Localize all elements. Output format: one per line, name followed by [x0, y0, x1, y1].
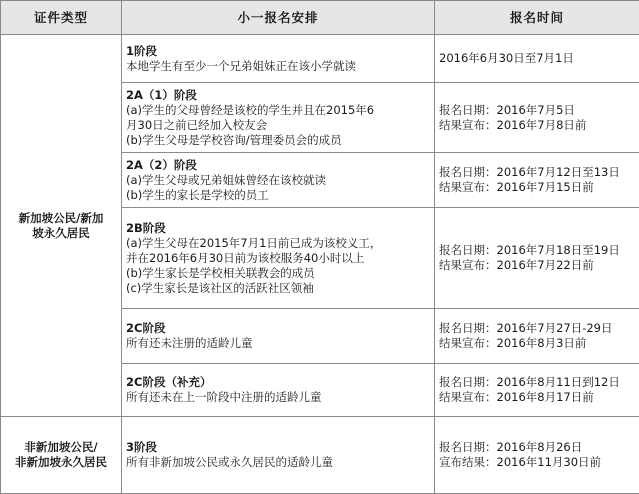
- phase-title: 2A（2）阶段: [126, 157, 197, 172]
- date-line: 报名日期：2016年7月27日-29日: [439, 321, 613, 335]
- category-line: 非新加坡永久居民: [15, 455, 107, 469]
- table-row: [1, 417, 639, 494]
- date-line: 报名日期：2016年8月26日: [439, 440, 583, 454]
- header-row: [1, 1, 639, 35]
- phase-cell: [122, 35, 435, 83]
- phase-line: 所有非新加坡公民或永久居民的适龄儿童: [126, 455, 333, 469]
- phase-title: 2C阶段（补充）: [126, 375, 212, 389]
- date-line: 结果宣布：2016年7月15日前: [439, 180, 594, 194]
- date-line: 结果宣布：2016年7月22日前: [439, 258, 594, 272]
- phase-line: 月30日之前已经加入校友会: [126, 117, 268, 132]
- phase-line: (c)学生家长是该社区的活跃社区领袖: [126, 280, 314, 295]
- table-row: [1, 35, 639, 83]
- phase-title: 2B阶段: [126, 220, 166, 235]
- phase-cell: [122, 153, 435, 208]
- date-line: 报名日期：2016年7月12日至13日: [439, 165, 620, 179]
- phase-line: 本地学生有至少一个兄弟姐妹正在该小学就读: [126, 58, 356, 73]
- date-line: 2016年6月30日至7月1日: [439, 51, 574, 65]
- phase-cell: [122, 417, 435, 494]
- phase-title: 1阶段: [126, 43, 158, 58]
- phase-line: (a)学生父母或兄弟姐妹曾经在该校就读: [126, 172, 327, 187]
- date-cell: [435, 208, 639, 309]
- phase-line: 并在2016年6月30日前为该校服务40小时以上: [126, 250, 365, 265]
- date-line: 结果宣布：2016年7月8日前: [439, 117, 587, 132]
- phase-title: 3阶段: [126, 440, 158, 454]
- phase-line: (a)学生父母在2015年7月1日前已成为该校义工，: [126, 235, 382, 250]
- header-arrangement: 小一报名安排: [122, 1, 435, 35]
- phase-line: 所有还未在上一阶段中注册的适龄儿童: [126, 390, 322, 404]
- category-line: 非新加坡公民/: [24, 440, 98, 454]
- phase-line: (b)学生父母是学校咨询/管理委员会的成员: [126, 132, 342, 147]
- phase-line: (b)学生的家长是学校的员工: [126, 187, 269, 202]
- date-line: 结果宣布：2016年8月17日前: [439, 390, 594, 404]
- phase-cell: [122, 309, 435, 364]
- phase-cell: [122, 208, 435, 309]
- header-document-type: 证件类型: [1, 1, 122, 35]
- phase-cell: [122, 83, 435, 153]
- phase-title: 2C阶段: [126, 321, 166, 335]
- category-line: 坡永久居民: [32, 225, 90, 240]
- category-line: 新加坡公民/新加: [18, 210, 104, 225]
- date-line: 报名日期：2016年7月5日: [439, 102, 575, 117]
- date-cell: [435, 309, 639, 364]
- date-line: 宣布结果：2016年11月30日前: [439, 455, 602, 469]
- date-cell: [435, 35, 639, 83]
- phase-cell: [122, 364, 435, 417]
- date-cell: [435, 364, 639, 417]
- date-line: 报名日期：2016年8月11日到12日: [439, 375, 620, 389]
- date-line: 结果宣布：2016年8月3日前: [439, 336, 587, 350]
- date-cell: [435, 83, 639, 153]
- date-line: 报名日期：2016年7月18日至19日: [439, 243, 620, 257]
- header-registration-time: 报名时间: [435, 1, 639, 35]
- phase-line: 所有还未注册的适龄儿童: [126, 336, 253, 350]
- phase-line: (b)学生家长是学校相关联教会的成员: [126, 265, 315, 280]
- date-cell: [435, 417, 639, 494]
- category-citizen: [1, 35, 122, 417]
- phase-title: 2A（1）阶段: [126, 87, 197, 102]
- phase-line: (a)学生的父母曾经是该校的学生并且在2015年6: [126, 102, 375, 117]
- date-cell: [435, 153, 639, 208]
- category-noncitizen: [1, 417, 122, 494]
